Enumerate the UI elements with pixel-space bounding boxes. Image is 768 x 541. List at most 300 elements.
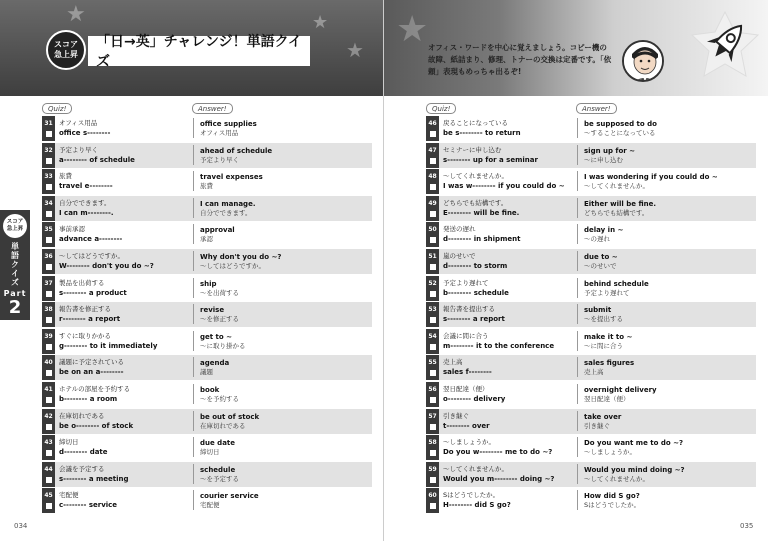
answer-cell: [194, 276, 372, 301]
quiz-row: [426, 435, 756, 460]
item-number-text: 50: [428, 226, 437, 234]
question-cell: [439, 435, 577, 460]
question-english: t-------- over: [443, 421, 490, 430]
question-japanese: ～してくれませんか。: [443, 172, 508, 181]
item-number-text: 35: [44, 226, 53, 234]
star-icon: ★: [66, 2, 86, 27]
question-japanese: 議題に予定されている: [59, 358, 124, 367]
answer-japanese: オフィス用品: [200, 129, 239, 137]
page-number: 035: [740, 522, 754, 530]
answer-english: Would you mind doing ~?: [584, 465, 685, 474]
answer-cell: [194, 116, 372, 141]
question-cell: [55, 143, 193, 168]
answer-english: take over: [584, 412, 622, 421]
question-english: travel e--------: [59, 182, 113, 191]
question-japanese: 会議を予定する: [59, 464, 105, 473]
side-part: Part: [3, 289, 27, 298]
quiz-row: [42, 116, 372, 141]
question-cell: [55, 462, 193, 487]
side-badge-line2: 急上昇: [6, 226, 24, 232]
question-english: E-------- will be fine.: [443, 208, 520, 217]
quiz-row: [42, 143, 372, 168]
answer-japanese: ～を修正する: [200, 315, 239, 324]
answer-japanese: 予定より遅れて: [584, 288, 630, 297]
quiz-row: [42, 382, 372, 407]
question-cell: [439, 409, 577, 434]
quiz-row: [426, 196, 756, 221]
answer-japanese: ～を予定する: [200, 474, 239, 483]
quiz-row: [42, 435, 372, 460]
answer-cell: [578, 143, 756, 168]
item-number: [42, 143, 55, 168]
question-english: office s--------: [59, 129, 111, 137]
question-cell: [439, 488, 577, 513]
item-number-text: 32: [44, 146, 53, 154]
item-number-text: 45: [44, 492, 53, 500]
question-japanese: 在庫切れである: [59, 411, 105, 420]
answer-english: How did S go?: [584, 492, 640, 501]
checkbox-icon[interactable]: [46, 131, 52, 137]
question-cell: [439, 382, 577, 407]
item-number: [426, 169, 439, 194]
quiz-row: [426, 409, 756, 434]
answer-cell: [578, 116, 756, 141]
answer-cell: [578, 196, 756, 221]
question-english: o-------- delivery: [443, 394, 506, 403]
item-number-text: 33: [44, 173, 53, 181]
checkbox-icon[interactable]: [430, 211, 436, 217]
quiz-row: [426, 143, 756, 168]
quiz-row: [42, 276, 372, 301]
checkbox-icon[interactable]: [430, 503, 436, 509]
question-japanese: どちらでも結構です。: [443, 198, 508, 207]
question-japanese: セミナーに申し込む: [443, 145, 502, 154]
quiz-row: [42, 169, 372, 194]
answer-japanese: ～しましょうか。: [584, 448, 636, 457]
question-japanese: 引き継ぐ: [443, 411, 469, 420]
question-cell: [439, 196, 577, 221]
item-number-text: 59: [428, 465, 437, 473]
quiz-row: [426, 249, 756, 274]
answer-cell: [578, 222, 756, 247]
page-title: 「日→英」チャレンジ！単語クイズ: [88, 36, 310, 66]
quiz-row: [42, 488, 372, 513]
question-english: s-------- a meeting: [59, 474, 129, 483]
checkbox-icon[interactable]: [430, 158, 436, 164]
answer-english: be supposed to do: [584, 120, 657, 128]
question-english: sales f--------: [443, 368, 492, 377]
answer-japanese: 引き継ぐ: [584, 421, 610, 430]
question-english: s-------- up for a seminar: [443, 155, 538, 164]
item-number: [42, 222, 55, 247]
question-cell: [439, 355, 577, 380]
answer-cell: [578, 302, 756, 327]
item-number-text: 42: [44, 412, 53, 420]
answer-english: Do you want me to do ~?: [584, 439, 684, 448]
item-number-text: 52: [428, 279, 437, 287]
question-cell: [439, 116, 577, 141]
answer-japanese: ～に申し込む: [584, 155, 623, 164]
item-number-text: 60: [428, 492, 437, 500]
answer-cell: [578, 169, 756, 194]
item-number-text: 41: [44, 385, 53, 393]
question-japanese: ～してくれませんか。: [443, 464, 508, 473]
answer-cell: [194, 382, 372, 407]
answer-cell: [578, 276, 756, 301]
question-cell: [55, 435, 193, 460]
rocket-icon: [690, 10, 760, 80]
answer-japanese: 承認: [200, 235, 213, 244]
page-number: 034: [14, 522, 28, 530]
answer-cell: [194, 143, 372, 168]
answer-english: book: [200, 385, 220, 394]
question-japanese: 会議に間に合う: [443, 331, 489, 340]
item-number-text: 44: [44, 465, 53, 473]
side-num: 2: [8, 297, 22, 318]
answer-english: due date: [200, 439, 236, 448]
quiz-row: [426, 302, 756, 327]
checkbox-icon[interactable]: [430, 317, 436, 323]
answer-cell: [194, 196, 372, 221]
answer-english: get to ~: [200, 332, 232, 341]
item-number-text: 53: [428, 306, 437, 314]
item-number: [426, 382, 439, 407]
checkbox-icon[interactable]: [430, 424, 436, 430]
quiz-row: [426, 355, 756, 380]
question-english: I can m--------.: [59, 208, 114, 217]
answer-english: courier service: [200, 492, 259, 501]
question-japanese: 締切日: [59, 438, 79, 447]
side-title: 単語クイズ: [10, 242, 20, 287]
item-number: [42, 116, 55, 141]
answer-english: overnight delivery: [584, 385, 657, 394]
quiz-row: [426, 462, 756, 487]
answer-english: sign up for ~: [584, 146, 636, 155]
answer-english: behind schedule: [584, 279, 649, 288]
answer-cell: [194, 249, 372, 274]
star-icon: ★: [312, 12, 329, 33]
answer-japanese: ～してはどうですか。: [200, 261, 265, 270]
item-number: [42, 329, 55, 354]
question-english: d-------- in shipment: [443, 235, 521, 244]
quiz-row: [42, 196, 372, 221]
question-japanese: 報告書を修正する: [59, 305, 111, 314]
side-badge: [3, 214, 27, 238]
checkbox-icon[interactable]: [430, 344, 436, 350]
item-number-text: 48: [428, 173, 437, 181]
question-english: s-------- a product: [59, 288, 127, 297]
question-cell: [55, 329, 193, 354]
checkbox-icon[interactable]: [46, 211, 52, 217]
checkbox-icon[interactable]: [46, 344, 52, 350]
question-english: Would you m-------- doing ~?: [443, 474, 555, 483]
answer-english: Why don't you do ~?: [200, 252, 282, 261]
item-number: [426, 116, 439, 141]
item-number: [426, 249, 439, 274]
item-number-text: 55: [428, 359, 437, 367]
question-english: I was w-------- if you could do ~: [443, 182, 565, 191]
question-english: be o-------- of stock: [59, 421, 134, 430]
item-number-text: 46: [428, 120, 437, 127]
question-english: d-------- date: [59, 448, 108, 457]
item-number: [42, 249, 55, 274]
checkbox-icon[interactable]: [46, 477, 52, 483]
question-english: b-------- a room: [59, 394, 118, 403]
answer-english: sales figures: [584, 359, 635, 368]
item-number: [426, 329, 439, 354]
answer-cell: [194, 222, 372, 247]
question-english: advance a--------: [59, 235, 123, 244]
item-number: [42, 196, 55, 221]
checkbox-icon[interactable]: [430, 370, 436, 376]
checkbox-icon[interactable]: [430, 291, 436, 297]
quiz-row: [42, 249, 372, 274]
question-japanese: 予定より早く: [59, 145, 98, 154]
question-cell: [55, 222, 193, 247]
question-cell: [55, 355, 193, 380]
answer-cell: [194, 302, 372, 327]
quiz-row: [42, 222, 372, 247]
teacher-avatar-icon: [622, 40, 664, 82]
answer-cell: [578, 382, 756, 407]
answer-english: due to ~: [584, 252, 618, 261]
question-japanese: ～しましょうか。: [443, 438, 495, 447]
question-cell: [439, 143, 577, 168]
question-english: H-------- did S go?: [443, 501, 511, 510]
item-number-text: 38: [44, 306, 53, 314]
question-english: be on an a--------: [59, 368, 124, 377]
answer-english: I can manage.: [200, 199, 256, 208]
quiz-row: [426, 169, 756, 194]
quiz-list-left: [42, 116, 372, 515]
answer-english: schedule: [200, 465, 236, 474]
question-cell: [55, 249, 193, 274]
quiz-row: [426, 488, 756, 513]
item-number: [42, 462, 55, 487]
question-japanese: 報告書を提出する: [443, 305, 495, 314]
answer-cell: [578, 409, 756, 434]
answer-label: Answer!: [192, 103, 233, 114]
question-cell: [55, 169, 193, 194]
question-english: be s-------- to return: [443, 129, 521, 137]
answer-english: office supplies: [200, 120, 257, 128]
answer-cell: [578, 249, 756, 274]
answer-japanese: Sはどうでしたか。: [584, 501, 641, 510]
question-english: W-------- don't you do ~?: [59, 261, 154, 270]
item-number-text: 47: [428, 146, 437, 154]
checkbox-icon[interactable]: [46, 424, 52, 430]
answer-english: submit: [584, 306, 612, 315]
answer-english: ship: [200, 279, 217, 288]
checkbox-icon[interactable]: [46, 184, 52, 190]
answer-cell: [194, 355, 372, 380]
question-cell: [55, 116, 193, 141]
checkbox-icon[interactable]: [430, 477, 436, 483]
question-english: c-------- service: [59, 501, 118, 510]
answer-japanese: 在庫切れである: [200, 421, 246, 430]
answer-japanese: ～してくれませんか。: [584, 474, 649, 483]
item-number-text: 31: [44, 120, 53, 127]
question-cell: [439, 329, 577, 354]
item-number: [426, 488, 439, 513]
answer-japanese: ～に取り掛かる: [200, 341, 246, 350]
answer-cell: [578, 462, 756, 487]
question-english: g-------- to it immediately: [59, 341, 158, 350]
question-cell: [55, 488, 193, 513]
answer-cell: [578, 488, 756, 513]
checkbox-icon[interactable]: [46, 370, 52, 376]
question-cell: [439, 276, 577, 301]
quiz-label: Quiz!: [42, 103, 72, 114]
star-icon: ★: [396, 9, 429, 50]
item-number-text: 39: [44, 332, 53, 340]
question-japanese: オフィス用品: [59, 119, 98, 127]
item-number-text: 40: [44, 359, 53, 367]
answer-japanese: ～の遅れ: [584, 235, 610, 244]
question-english: r-------- a report: [59, 315, 121, 324]
answer-english: agenda: [200, 359, 230, 368]
quiz-row: [426, 222, 756, 247]
item-number-text: 36: [44, 252, 53, 260]
answer-cell: [194, 435, 372, 460]
item-number: [426, 409, 439, 434]
question-japanese: 旅費: [59, 172, 72, 181]
item-number: [42, 382, 55, 407]
question-japanese: 予定より遅れて: [443, 278, 489, 287]
item-number: [42, 169, 55, 194]
item-number: [426, 196, 439, 221]
quiz-row: [42, 302, 372, 327]
question-japanese: 宅配便: [59, 491, 79, 500]
answer-cell: [194, 462, 372, 487]
checkbox-icon[interactable]: [430, 184, 436, 190]
checkbox-icon[interactable]: [430, 131, 436, 137]
answer-english: travel expenses: [200, 173, 263, 182]
question-japanese: 発送の遅れ: [443, 225, 476, 234]
question-japanese: ～してはどうですか。: [59, 251, 124, 260]
answer-japanese: ～することになっている: [584, 129, 656, 137]
item-number-text: 54: [428, 332, 437, 340]
question-cell: [55, 409, 193, 434]
item-number: [42, 355, 55, 380]
answer-japanese: 宅配便: [200, 501, 220, 510]
item-number-text: 49: [428, 199, 437, 207]
question-english: Do you w-------- me to do ~?: [443, 448, 553, 457]
quiz-row: [42, 355, 372, 380]
checkbox-icon[interactable]: [46, 397, 52, 403]
item-number-text: 57: [428, 412, 437, 420]
question-japanese: 自分でできます。: [59, 198, 111, 207]
answer-english: be out of stock: [200, 412, 260, 421]
checkbox-icon[interactable]: [430, 237, 436, 243]
badge-line2: 急上昇: [54, 50, 78, 59]
answer-japanese: 旅費: [200, 182, 213, 191]
checkbox-icon[interactable]: [430, 264, 436, 270]
item-number: [42, 409, 55, 434]
question-japanese: 売上高: [443, 358, 463, 367]
question-cell: [439, 462, 577, 487]
answer-cell: [194, 329, 372, 354]
item-number: [42, 488, 55, 513]
item-number: [42, 302, 55, 327]
item-number-text: 51: [428, 252, 437, 260]
checkbox-icon[interactable]: [46, 450, 52, 456]
item-number-text: 34: [44, 199, 53, 207]
quiz-row: [42, 462, 372, 487]
answer-japanese: どちらでも結構です。: [584, 208, 649, 217]
checkbox-icon[interactable]: [46, 291, 52, 297]
question-japanese: 戻ることになっている: [443, 119, 508, 127]
item-number-text: 43: [44, 439, 53, 447]
answer-japanese: 予定より早く: [200, 155, 239, 164]
answer-japanese: 議題: [200, 368, 213, 377]
question-japanese: 製品を出荷する: [59, 278, 105, 287]
question-cell: [55, 196, 193, 221]
right-page: [384, 0, 768, 541]
answer-english: I was wondering if you could do ~: [584, 173, 718, 182]
question-japanese: 嵐のせいで: [443, 251, 476, 260]
checkbox-icon[interactable]: [430, 450, 436, 456]
answer-japanese: ～してくれませんか。: [584, 182, 649, 191]
item-number: [42, 435, 55, 460]
question-cell: [55, 302, 193, 327]
item-number: [426, 302, 439, 327]
question-english: b-------- schedule: [443, 288, 509, 297]
question-cell: [439, 249, 577, 274]
question-japanese: ホテルの部屋を予約する: [59, 384, 131, 393]
quiz-row: [426, 116, 756, 141]
checkbox-icon[interactable]: [46, 503, 52, 509]
item-number: [426, 143, 439, 168]
quiz-list-right: [426, 116, 756, 515]
answer-cell: [194, 488, 372, 513]
answer-cell: [578, 355, 756, 380]
answer-japanese: 締切日: [200, 448, 220, 457]
checkbox-icon[interactable]: [46, 264, 52, 270]
item-number: [426, 276, 439, 301]
question-english: a-------- of schedule: [59, 155, 135, 164]
question-english: s-------- a report: [443, 315, 505, 324]
item-number: [42, 276, 55, 301]
item-number-text: 37: [44, 279, 53, 287]
quiz-row: [426, 276, 756, 301]
answer-cell: [194, 169, 372, 194]
answer-japanese: ～のせいで: [584, 261, 617, 270]
answer-english: delay in ~: [584, 226, 624, 235]
answer-cell: [194, 409, 372, 434]
quiz-row: [42, 409, 372, 434]
badge-line1: スコア: [54, 40, 78, 49]
quiz-row: [42, 329, 372, 354]
question-japanese: 翌日配達（便）: [443, 384, 489, 393]
answer-japanese: ～を予約する: [200, 394, 239, 403]
answer-cell: [578, 435, 756, 460]
answer-japanese: 自分でできます。: [200, 208, 252, 217]
checkbox-icon[interactable]: [46, 158, 52, 164]
answer-english: revise: [200, 306, 225, 315]
checkbox-icon[interactable]: [46, 317, 52, 323]
question-cell: [55, 382, 193, 407]
question-japanese: 事前承認: [59, 225, 85, 234]
checkbox-icon[interactable]: [430, 397, 436, 403]
item-number-text: 58: [428, 439, 437, 447]
checkbox-icon[interactable]: [46, 237, 52, 243]
quiz-label: Quiz!: [426, 103, 456, 114]
answer-english: approval: [200, 226, 235, 235]
answer-japanese: ～に間に合う: [584, 341, 623, 350]
item-number: [426, 435, 439, 460]
item-number: [426, 355, 439, 380]
